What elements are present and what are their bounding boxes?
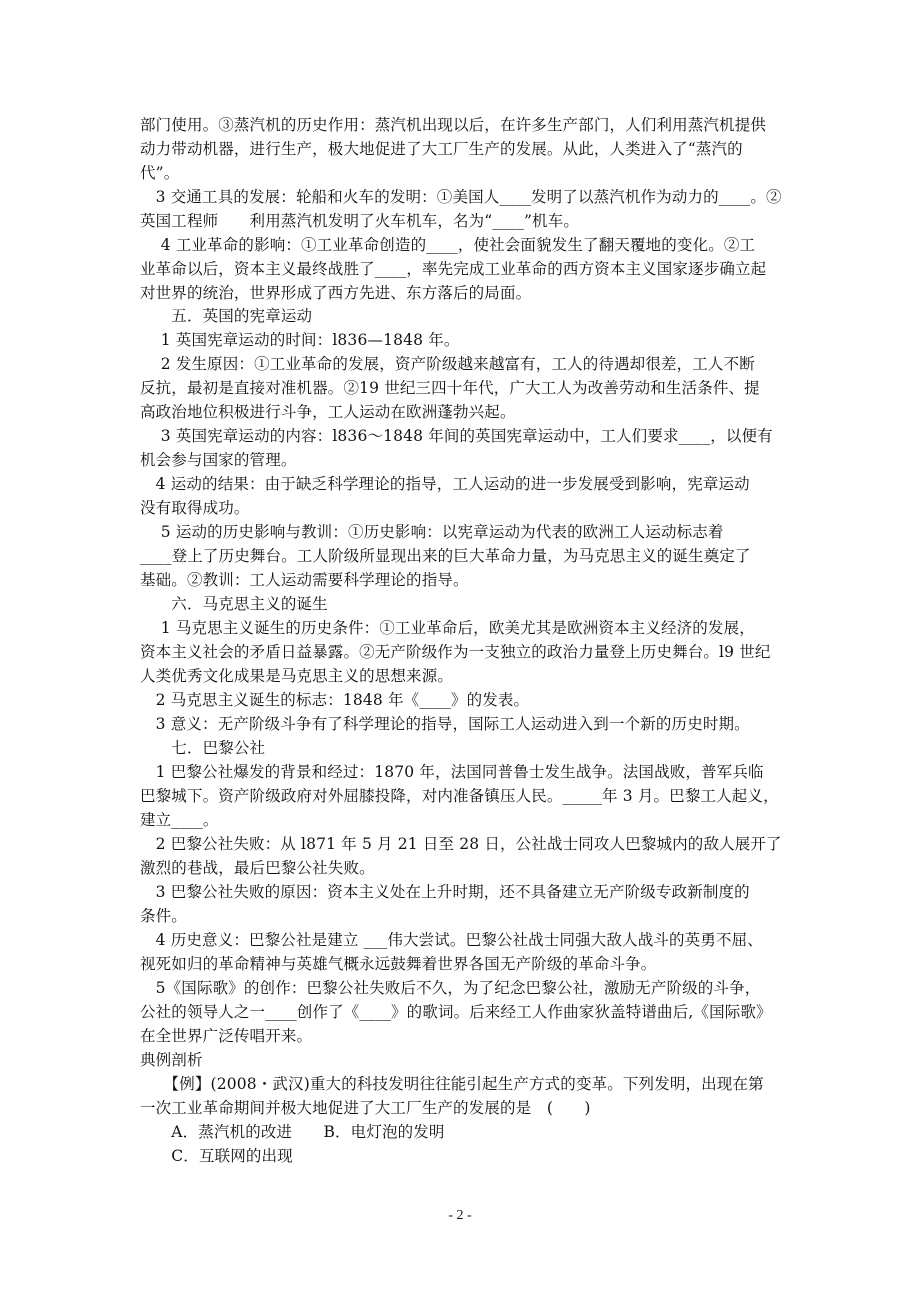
text-line: 2 发生原因：①工业革命的发展，资产阶级越来越富有，工人的待遇却很差，工人不断 bbox=[140, 355, 755, 373]
text-line: 七．巴黎公社 bbox=[140, 739, 266, 757]
text-line: 1 巴黎公社爆发的背景和经过：1870 年，法国同普鲁士发生战争。法国战败，普军兵临 bbox=[140, 763, 764, 781]
text-line: 4 工业革命的影响：①工业革命创造的____，使社会面貌发生了翻天覆地的变化。②工 bbox=[140, 236, 756, 254]
text-line: 资本主义社会的矛盾日益暴露。②无产阶级作为一支独立的政治力量登上历史舞台。l9 世纪 bbox=[140, 643, 771, 661]
text-line: 2 马克思主义诞生的标志：1848 年《____》的发表。 bbox=[140, 691, 530, 709]
text-line: 3 意义：无产阶级斗争有了科学理论的指导，国际工人运动进入到一个新的历史时期。 bbox=[140, 715, 750, 733]
text-line: 条件。 bbox=[140, 907, 187, 925]
text-line: 1 马克思主义诞生的历史条件：①工业革命后，欧美尤其是欧洲资本主义经济的发展， bbox=[140, 619, 755, 637]
text-line: 高政治地位积极进行斗争，工人运动在欧洲蓬勃兴起。 bbox=[140, 403, 516, 421]
text-line: 反抗，最初是直接对准机器。②19 世纪三四十年代，广大工人为改善劳动和生活条件、提 bbox=[140, 379, 760, 397]
text-line: 3 交通工具的发展：轮船和火车的发明：①美国人____发明了以蒸汽机作为动力的____。② bbox=[140, 188, 782, 206]
text-line: 5 运动的历史影响与教训：①历史影响：以宪章运动为代表的欧洲工人运动标志着 bbox=[140, 523, 724, 541]
text-line: 一次工业革命期间并极大地促进了大工厂生产的发展的是 ( ) bbox=[140, 1099, 591, 1117]
text-line: 业革命以后，资本主义最终战胜了____，率先完成工业革命的西方资本主义国家逐步确立起 bbox=[140, 260, 767, 278]
text-line: 视死如归的革命精神与英雄气概永远鼓舞着世界各国无产阶级的革命斗争。 bbox=[140, 955, 657, 973]
text-line: 【例】(2008・武汉)重大的科技发明往往能引起生产方式的变革。下列发明，出现在第 bbox=[140, 1075, 764, 1093]
text-line: 基础。②教训：工人运动需要科学理论的指导。 bbox=[140, 571, 469, 589]
text-line: 3 英国宪章运动的内容：l836～1848 年间的英国宪章运动中，工人们要求____，以便有 bbox=[140, 427, 773, 445]
text-line: 激烈的巷战，最后巴黎公社失败。 bbox=[140, 859, 375, 877]
text-line: 公社的领导人之一____创作了《____》的歌词。后来经工人作曲家狄盖特谱曲后,《国际歌》 bbox=[140, 1003, 772, 1021]
text-line: 五．英国的宪章运动 bbox=[140, 307, 313, 325]
text-line: 2 巴黎公社失败：从 l871 年 5 月 21 日至 28 日，公社战士同攻人巴黎城内的敌人展开了 bbox=[140, 835, 782, 853]
text-line: 没有取得成功。 bbox=[140, 499, 250, 517]
text-line: 1 英国宪章运动的时间：l836—1848 年。 bbox=[140, 331, 460, 349]
text-line: 巴黎城下。资产阶级政府对外屈膝投降，对内准备镇压人民。_____年 3 月。巴黎工人起义， bbox=[140, 787, 779, 805]
text-line: 5《国际歌》的创作：巴黎公社失败后不久，为了纪念巴黎公社，激励无产阶级的斗争， bbox=[140, 979, 761, 997]
text-line: 4 历史意义：巴黎公社是建立 ___伟大尝试。巴黎公社战士同强大敌人战斗的英勇不屈、 bbox=[140, 931, 763, 949]
text-line: 六．马克思主义的诞生 bbox=[140, 595, 328, 613]
text-line: 代”。 bbox=[140, 164, 180, 182]
text-line: 在全世界广泛传唱开来。 bbox=[140, 1027, 313, 1045]
text-line: 英国工程师 利用蒸汽机发明了火车机车，名为“____”机车。 bbox=[140, 212, 579, 230]
text-line: 部门使用。③蒸汽机的历史作用：蒸汽机出现以后，在许多生产部门，人们利用蒸汽机提供 bbox=[140, 116, 767, 134]
text-line: 人类优秀文化成果是马克思主义的思想来源。 bbox=[140, 667, 454, 685]
page-number: - 2 - bbox=[448, 1208, 472, 1223]
text-line: ____登上了历史舞台。工人阶级所显现出来的巨大革命力量，为马克思主义的诞生奠定了 bbox=[140, 547, 751, 565]
text-line: 3 巴黎公社失败的原因：资本主义处在上升时期，还不具备建立无产阶级专政新制度的 bbox=[140, 883, 750, 901]
text-line: A．蒸汽机的改进 B．电灯泡的发明 bbox=[140, 1123, 445, 1141]
text-line: C．互联网的出现 bbox=[140, 1147, 293, 1165]
text-line: 对世界的统治，世界形成了西方先进、东方落后的局面。 bbox=[140, 284, 532, 302]
text-line: 建立____。 bbox=[140, 811, 219, 829]
text-line: 机会参与国家的管理。 bbox=[140, 451, 297, 469]
text-line: 典例剖析 bbox=[140, 1051, 203, 1069]
text-line: 4 运动的结果：由于缺乏科学理论的指导，工人运动的进一步发展受到影响，宪章运动 bbox=[140, 475, 750, 493]
text-line: 动力带动机器，进行生产，极大地促进了大工厂生产的发展。从此，人类进入了“蒸汽的 bbox=[140, 140, 743, 158]
